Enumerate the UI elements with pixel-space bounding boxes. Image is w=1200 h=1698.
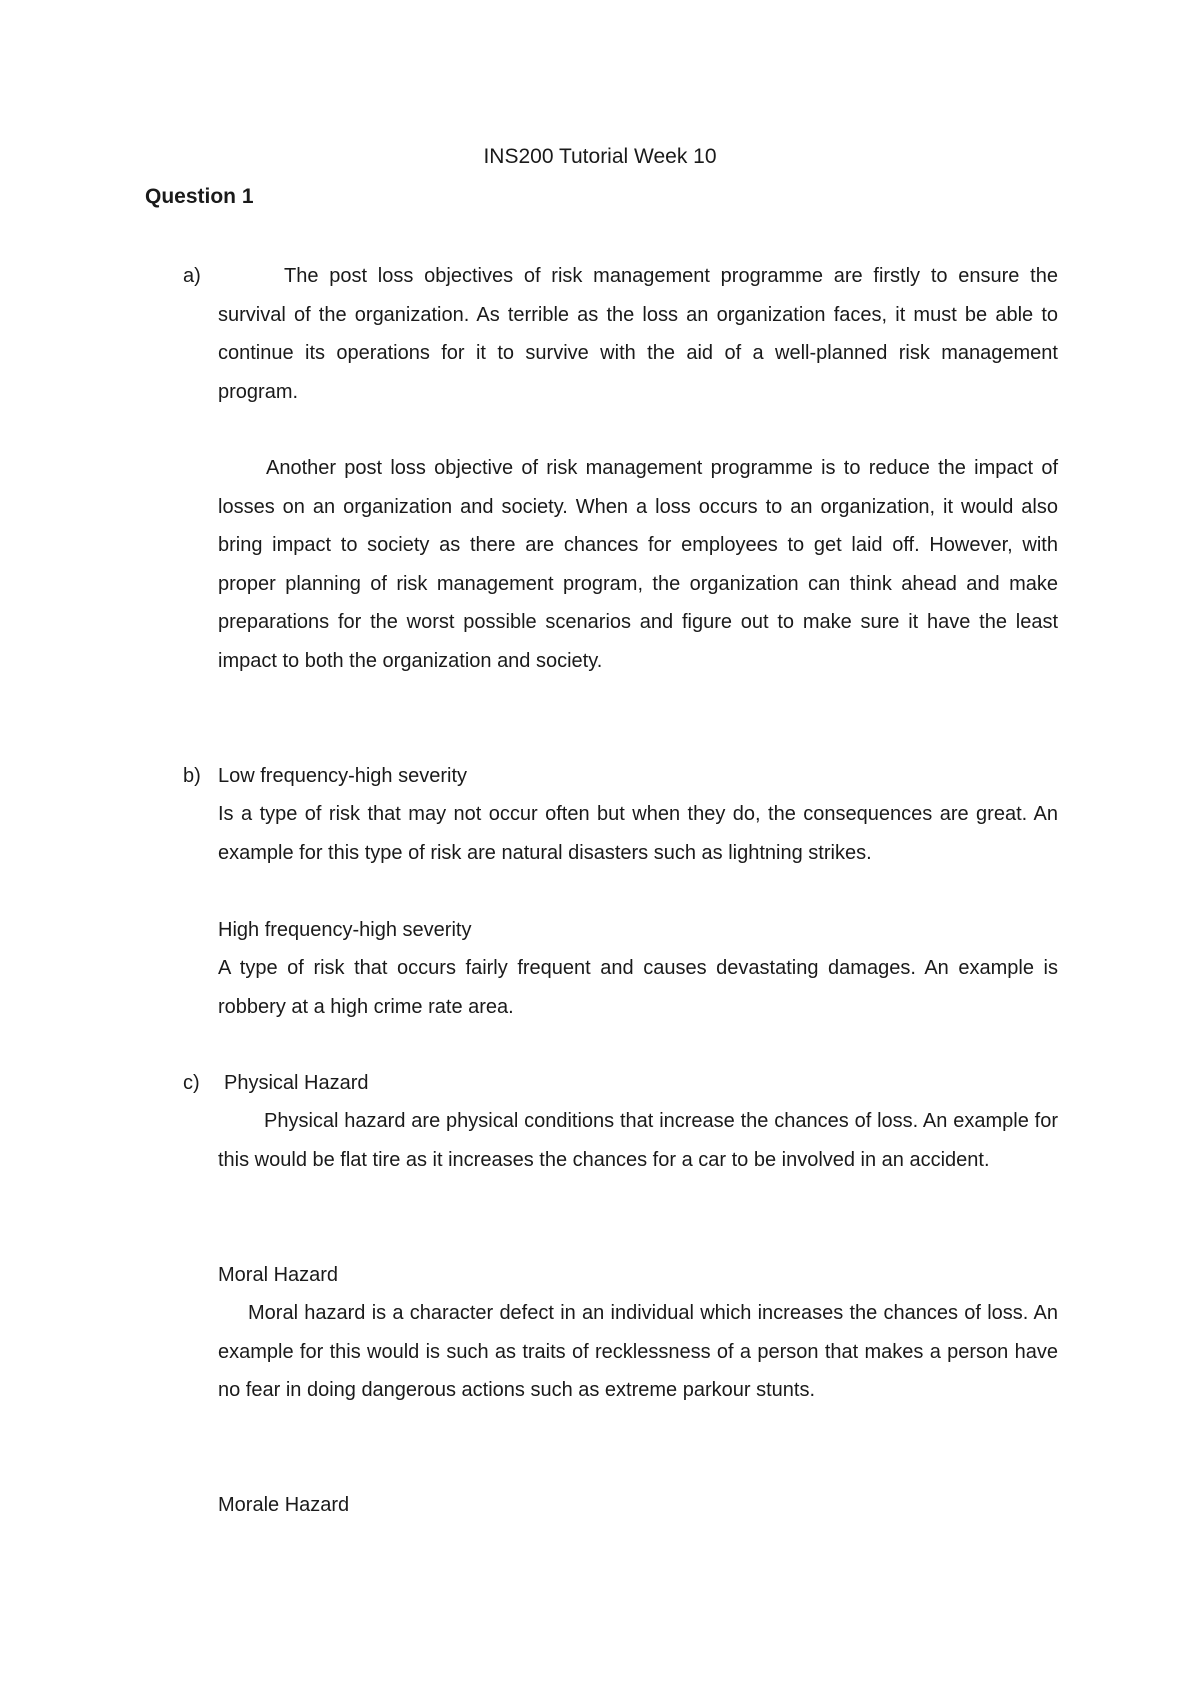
part-c-text-1: Physical hazard are physical conditions that increase the chances of loss. An example for this would be flat tire as it increases the chances for a car to be involved in an accident. (218, 1110, 1058, 1171)
part-a-marker: a) (183, 265, 201, 287)
part-c-heading-3: Morale Hazard (218, 1494, 350, 1516)
part-b-heading-2: High frequency-high severity (218, 919, 472, 941)
question-heading: Question 1 (145, 185, 254, 208)
document-title: INS200 Tutorial Week 10 (483, 145, 717, 168)
part-a-paragraph-1: The post loss objectives of risk management programme are firstly to ensure the survival of the organization. As terrible as the loss an organization faces, it must be able to continue its operations for it to survive with the aid of a well-planned risk management program. (218, 265, 1058, 403)
part-b-text-2: A type of risk that occurs fairly frequent and causes devastating damages. An example is robbery at a high crime rate area. (218, 957, 1058, 1018)
part-c-marker: c) (183, 1072, 200, 1094)
part-c-heading-2: Moral Hazard (218, 1264, 339, 1286)
part-b-text-1: Is a type of risk that may not occur often but when they do, the consequences are great. An example for this type of risk are natural disasters such as lightning strikes. (218, 803, 1058, 864)
part-b-marker: b) (183, 765, 201, 787)
part-b-heading-1: Low frequency-high severity (218, 765, 468, 787)
part-c-heading-1: Physical Hazard (224, 1072, 369, 1094)
part-a-paragraph-2: Another post loss objective of risk management programme is to reduce the impact of losses on an organization and society. When a loss occurs to an organization, it would also bring impact to society as there are chances for employees to get laid off. However, with proper planning of risk management program, the organization can think ahead and make preparations for the worst possible scenarios and figure out to make sure it have the least impact to both the organization and society. (218, 457, 1058, 672)
part-c-text-2: Moral hazard is a character defect in an individual which increases the chances of loss. An example for this would is such as traits of recklessness of a person that makes a person have no fear in doing dangerous actions such as extreme parkour stunts. (218, 1302, 1058, 1401)
